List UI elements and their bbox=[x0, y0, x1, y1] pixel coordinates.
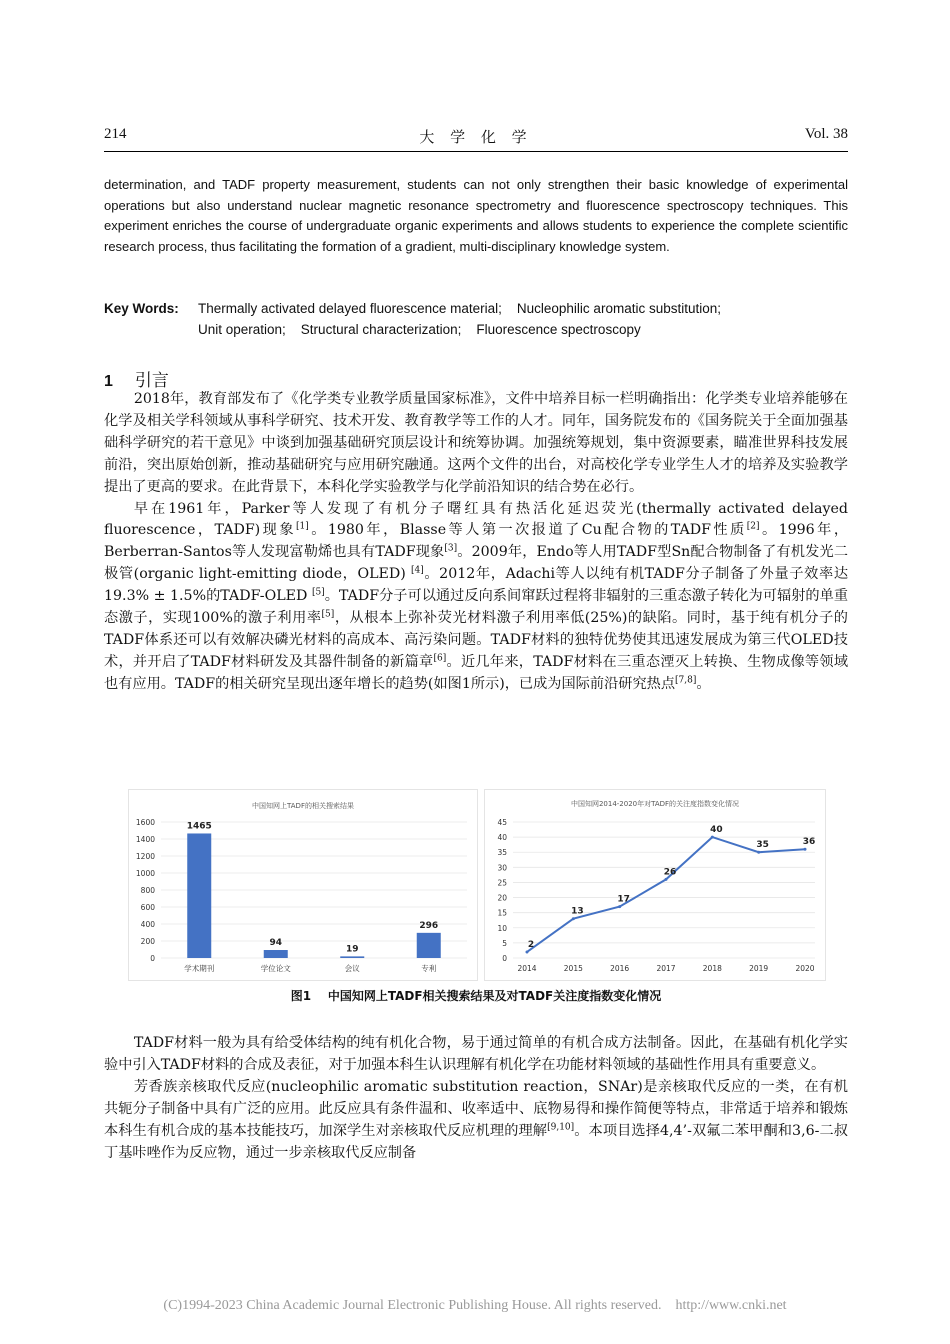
bar-chart bbox=[129, 790, 477, 980]
page-number: 214 bbox=[104, 126, 127, 142]
bar bbox=[264, 950, 288, 958]
x-tick-label: 2015 bbox=[563, 964, 583, 973]
citation: [5] bbox=[311, 587, 325, 598]
point-value-label: 26 bbox=[663, 867, 677, 878]
x-tick-label: 2018 bbox=[702, 964, 722, 973]
figure-1 bbox=[128, 789, 824, 979]
keywords-block bbox=[104, 299, 848, 340]
x-tick-label: 会议 bbox=[344, 964, 360, 973]
section-heading bbox=[104, 366, 169, 391]
point-value-label: 35 bbox=[756, 840, 769, 851]
citation: [2] bbox=[746, 521, 760, 532]
y-tick-label: 10 bbox=[497, 923, 507, 933]
y-tick-label: 20 bbox=[497, 893, 507, 903]
x-tick-label: 2020 bbox=[795, 964, 815, 973]
chart-title: 中国知网上TADF的相关搜索结果 bbox=[252, 802, 354, 810]
y-tick-label: 30 bbox=[497, 863, 507, 873]
y-tick-label: 200 bbox=[140, 937, 155, 946]
volume-label: Vol. 38 bbox=[804, 126, 848, 142]
x-tick-label: 学术期刊 bbox=[184, 964, 215, 973]
citation: [3] bbox=[444, 543, 458, 554]
y-tick-label: 35 bbox=[497, 848, 507, 858]
data-point bbox=[618, 905, 621, 908]
bar bbox=[340, 956, 364, 958]
y-tick-label: 0 bbox=[502, 954, 507, 963]
section-number: 1 bbox=[104, 373, 113, 390]
bar bbox=[417, 933, 441, 958]
y-tick-label: 25 bbox=[497, 878, 507, 888]
y-tick-label: 800 bbox=[140, 886, 155, 895]
intro-paragraphs bbox=[104, 389, 848, 696]
series-line bbox=[527, 837, 805, 952]
bar-value-label: 19 bbox=[345, 944, 359, 955]
bar-chart-panel bbox=[128, 789, 478, 981]
copyright-footer: (C)1994-2023 China Academic Journal Electronic Publishing House. All rights reserved. http://www.cnki.net bbox=[163, 1298, 787, 1313]
data-point bbox=[526, 950, 529, 953]
x-tick-label: 学位论文 bbox=[260, 964, 291, 973]
point-value-label: 40 bbox=[710, 825, 723, 836]
x-tick-label: 2016 bbox=[610, 964, 630, 973]
citation: [1] bbox=[295, 521, 309, 532]
paragraph-3: TADF材料一般为具有给受体结构的纯有机化合物，易于通过简单的有机合成方法制备。因此，在基础有机化学实验中引入TADF材料的合成及表征，对于加强本科生认识理解有机化学在功能材料领域的基础性作用具有重要意义。 bbox=[104, 1035, 848, 1073]
header-rule bbox=[104, 151, 848, 152]
bar bbox=[187, 833, 211, 958]
point-value-label: 36 bbox=[802, 837, 816, 848]
chart-title: 中国知网2014-2020年对TADF的关注度指数变化情况 bbox=[570, 800, 740, 808]
keywords-line-2: Unit operation; Structural characterization; Fluorescence spectroscopy bbox=[198, 321, 641, 337]
citation: [6] bbox=[433, 653, 447, 664]
x-tick-label: 2014 bbox=[517, 964, 537, 973]
bar-value-label: 1465 bbox=[186, 821, 212, 832]
abstract-text: determination, and TADF property measurement, students can not only strengthen their basic knowledge of experimental operations but also understand nuclear magnetic resonance spectrometry and fluorescence spectroscopy techniques. This experiment enriches the course of undergraduate organic experiments and allows students to experience the complete scientific research process, thus facilitating the formation of a gradient, multi-disciplinary knowledge system. bbox=[104, 177, 848, 254]
keywords-label: Key Words: bbox=[104, 301, 179, 316]
bar-value-label: 94 bbox=[269, 938, 283, 949]
citation: [4] bbox=[410, 565, 424, 576]
citation: [9,10] bbox=[547, 1121, 575, 1132]
point-value-label: 2 bbox=[527, 939, 535, 950]
journal-title: 大 学 化 学 bbox=[419, 130, 533, 146]
data-point bbox=[572, 917, 575, 920]
data-point bbox=[665, 878, 668, 881]
y-tick-label: 45 bbox=[497, 818, 507, 827]
section-title: 引言 bbox=[134, 371, 169, 391]
data-point bbox=[804, 848, 807, 851]
y-tick-label: 1200 bbox=[135, 852, 155, 861]
y-tick-label: 1400 bbox=[135, 835, 155, 844]
data-point bbox=[711, 836, 714, 839]
y-tick-label: 40 bbox=[497, 833, 507, 843]
bar-value-label: 296 bbox=[419, 920, 439, 931]
x-tick-label: 2017 bbox=[656, 964, 676, 973]
y-tick-label: 600 bbox=[140, 903, 155, 912]
y-tick-label: 0 bbox=[150, 954, 155, 963]
point-value-label: 17 bbox=[617, 894, 630, 905]
y-tick-label: 1600 bbox=[135, 818, 155, 827]
line-chart bbox=[485, 790, 825, 980]
citation: [5] bbox=[321, 609, 335, 620]
paragraph-2: 早在1961年，Parker等人发现了有机分子曙红具有热活化延迟荧光(thermally activated delayed fluorescence，TADF)现象[1]。1980年，Blasse等人第一次报道了Cu配合物的TADF性质[2]。1996年，Berberran-Santos等人发现富勒烯也具有TADF现象[3]。2009年，Endo等人用TADF型Sn配合物制备了有机发光二极管(organic light-emitting diode，OLED) [4]。2012年，Adachi等人以纯有机TADF分子制备了外量子效率达19.3% ± 1.5%的TADF-OLED [5]。TADF分子可以通过反向系间窜跃过程将非辐射的三重态激子转化为可辐射的单重态激子，实现100%的激子利用率[5]，从根本上弥补荧光材料激子利用率低(25%)的缺陷。同时，基于纯有机分子的TADF体系还可以有效解决磷光材料的高成本、高污染问题。TADF材料的独特优势使其迅速发展成为第三代OLED技术，并开启了TADF材料研发及其器件制备的新篇章[6]。近几年来，TADF材料在三重态湮灭上转换、生物成像等领域也有应用。TADF的相关研究呈现出逐年增长的趋势(如图1所示)，已成为国际前沿研究热点[7,8]。 bbox=[104, 500, 849, 692]
y-tick-label: 1000 bbox=[135, 869, 155, 878]
x-tick-label: 2019 bbox=[749, 964, 769, 973]
keywords-line-1: Thermally activated delayed fluorescence material; Nucleophilic aromatic substitution; bbox=[198, 301, 721, 316]
data-point bbox=[757, 851, 760, 854]
body-paragraphs bbox=[104, 1033, 848, 1164]
x-tick-label: 专利 bbox=[421, 964, 437, 973]
point-value-label: 13 bbox=[571, 906, 584, 917]
running-header bbox=[104, 126, 848, 152]
y-tick-label: 15 bbox=[497, 908, 507, 918]
paragraph-4: 芳香族亲核取代反应(nucleophilic aromatic substitution reaction，SNAr)是亲核取代反应的一类，在有机共轭分子制备中具有广泛的应用。此反应具有条件温和、收率适中、底物易得和操作简便等特点，非常适于培养和锻炼本科生有机合成的基本技能技巧，加深学生对亲核取代反应机理的理解[9,10]。本项目选择4,4’-双氟二苯甲酮和3,6-二叔丁基咔唑作为反应物，通过一步亲核取代反应制备 bbox=[104, 1078, 848, 1161]
y-tick-label: 400 bbox=[140, 920, 155, 929]
paragraph-1: 2018年，教育部发布了《化学类专业教学质量国家标准》，文件中培养目标一栏明确指出：化学类专业培养能够在化学及相关学科领域从事科学研究、技术开发、教育教学等工作的人才。同年，国务院发布的《国务院关于全面加强基础科学研究的若干意见》中谈到加强基础研究顶层设计和统筹协调。加强统筹规划，集中资源要素，瞄准世界科技发展前沿，突出原始创新，推动基础研究与应用研究融通。这两个文件的出台，对高校化学专业学生人才的培养及实验教学提出了更高的要求。在此背景下，本科化学实验教学与化学前沿知识的结合势在必行。 bbox=[104, 391, 848, 495]
y-tick-label: 5 bbox=[502, 938, 507, 948]
line-chart-panel bbox=[484, 789, 826, 981]
figure-caption: 图1 中国知网上TADF相关搜索结果及对TADF关注度指数变化情况 bbox=[290, 989, 662, 1003]
citation: [7,8] bbox=[675, 675, 697, 686]
